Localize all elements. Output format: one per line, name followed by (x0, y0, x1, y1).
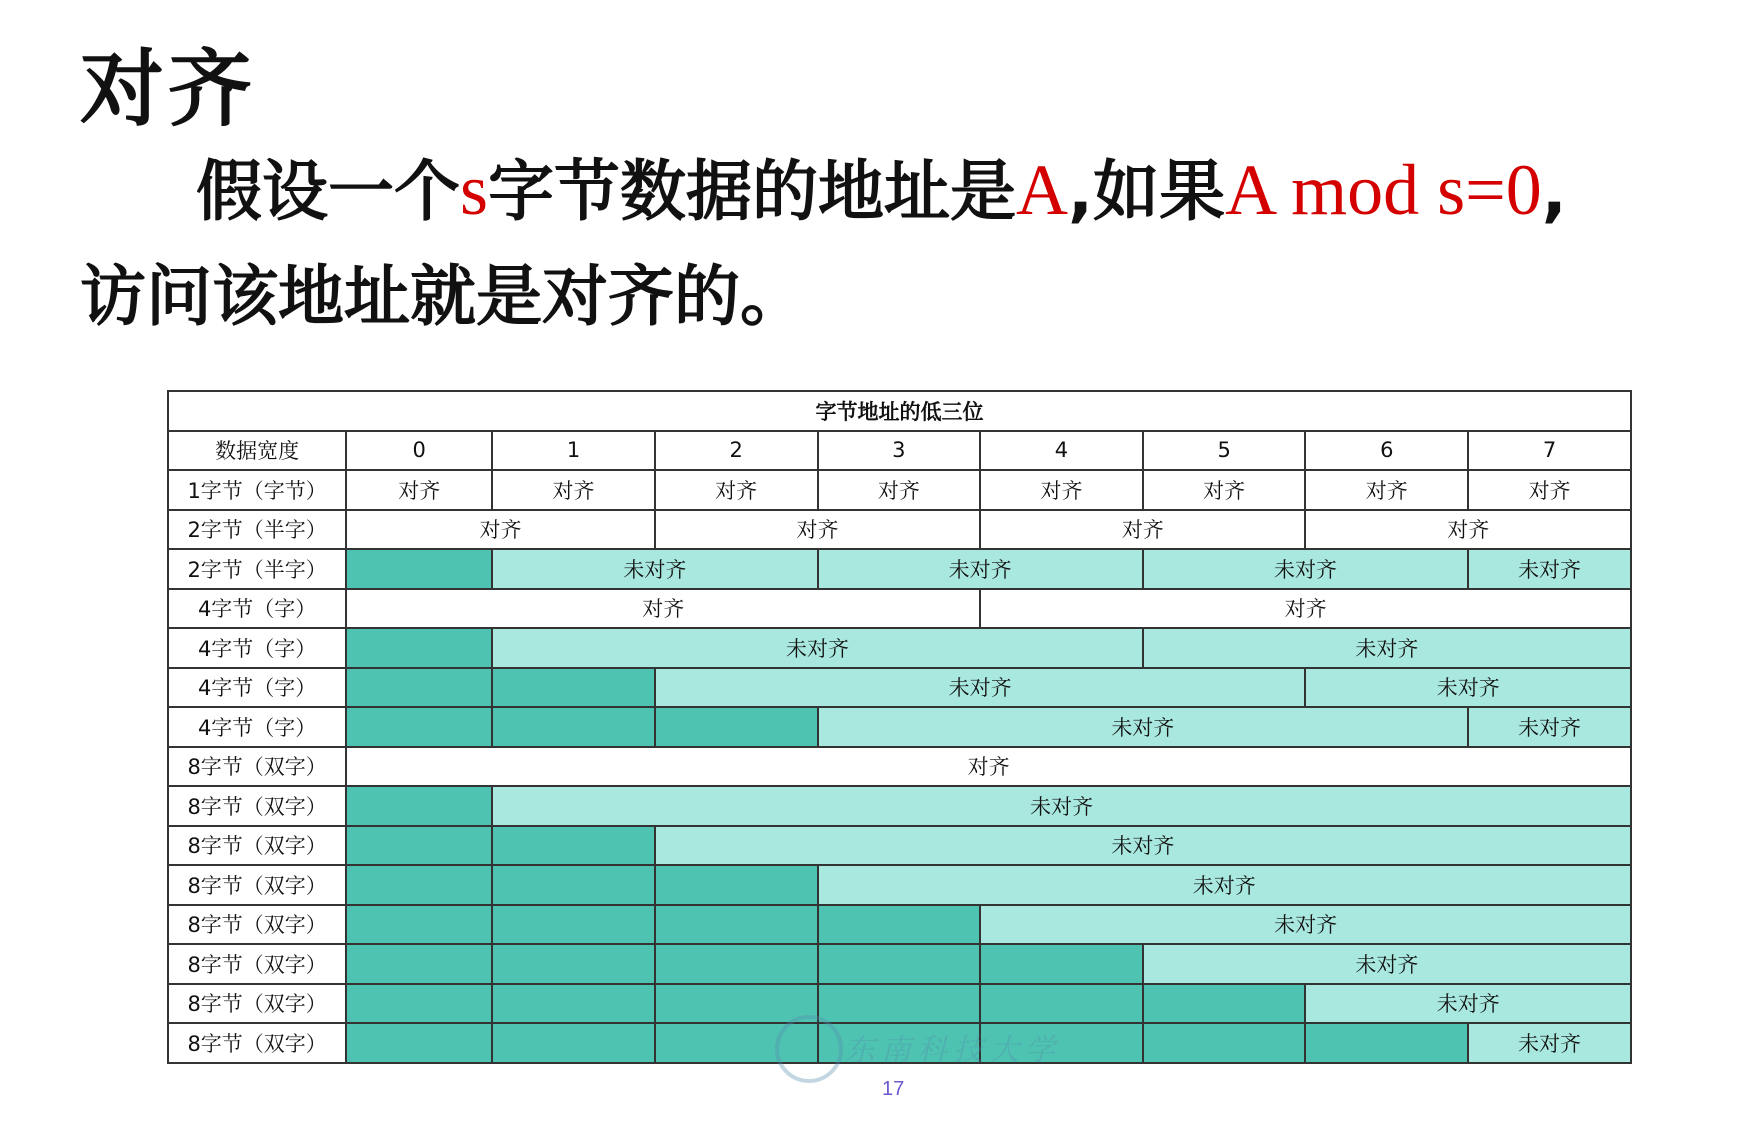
blocked-cell (655, 707, 818, 747)
table-row (168, 470, 1631, 510)
definition-line-2: 访问该地址就是对齐的。 (80, 258, 806, 335)
aligned-cell: 对齐 (655, 470, 818, 510)
def-text-3: ,如果 (1068, 153, 1226, 230)
blocked-cell (655, 865, 818, 905)
blocked-cell (346, 905, 492, 945)
column-header: 4 (980, 431, 1143, 471)
column-header: 6 (1305, 431, 1468, 471)
unaligned-cell: 未对齐 (1305, 668, 1631, 708)
table-row (168, 984, 1631, 1024)
table-row (168, 865, 1631, 905)
aligned-cell: 对齐 (1468, 470, 1631, 510)
table-row (168, 668, 1631, 708)
aligned-cell: 对齐 (346, 747, 1631, 787)
blocked-cell (346, 707, 492, 747)
aligned-cell: 对齐 (346, 589, 980, 629)
row-label: 8字节（双字） (168, 984, 346, 1024)
column-header: 7 (1468, 431, 1631, 471)
blocked-cell (1143, 984, 1306, 1024)
blocked-cell (655, 905, 818, 945)
blocked-cell (492, 865, 655, 905)
blocked-cell (346, 944, 492, 984)
blocked-cell (655, 984, 818, 1024)
corner-header: 数据宽度 (168, 431, 346, 471)
blocked-cell (346, 628, 492, 668)
unaligned-cell: 未对齐 (1143, 628, 1631, 668)
blocked-cell (492, 1023, 655, 1063)
table-row (168, 707, 1631, 747)
unaligned-cell: 未对齐 (492, 549, 817, 589)
unaligned-cell: 未对齐 (1305, 984, 1631, 1024)
row-label: 4字节（字） (168, 589, 346, 629)
university-logo-watermark (775, 1015, 843, 1083)
blocked-cell (346, 1023, 492, 1063)
aligned-cell: 对齐 (492, 470, 655, 510)
blocked-cell (818, 944, 981, 984)
column-header: 0 (346, 431, 492, 471)
blocked-cell (492, 668, 655, 708)
definition-line-1 (196, 138, 1567, 233)
table-row (168, 589, 1631, 629)
table-row (168, 549, 1631, 589)
row-label: 8字节（双字） (168, 786, 346, 826)
unaligned-cell: 未对齐 (980, 905, 1631, 945)
row-label: 8字节（双字） (168, 905, 346, 945)
unaligned-cell: 未对齐 (1143, 549, 1468, 589)
def-highlight-formula: A mod s=0 (1225, 150, 1542, 230)
column-header: 3 (818, 431, 981, 471)
row-label: 2字节（半字） (168, 510, 346, 550)
blocked-cell (346, 549, 492, 589)
blocked-cell (1305, 1023, 1468, 1063)
column-header-row (168, 431, 1631, 471)
blocked-cell (492, 826, 655, 866)
table-row (168, 905, 1631, 945)
row-label: 4字节（字） (168, 707, 346, 747)
blocked-cell (492, 944, 655, 984)
blocked-cell (346, 865, 492, 905)
watermark-text: 东南科技大学 (845, 1033, 1061, 1068)
column-header: 2 (655, 431, 818, 471)
table-row (168, 510, 1631, 550)
row-label: 2字节（半字） (168, 549, 346, 589)
table-row (168, 944, 1631, 984)
blocked-cell (1143, 1023, 1306, 1063)
row-label: 8字节（双字） (168, 1023, 346, 1063)
table-row (168, 826, 1631, 866)
aligned-cell: 对齐 (1305, 470, 1468, 510)
blocked-cell (346, 668, 492, 708)
def-text-2: 字节数据的地址是 (488, 153, 1017, 230)
unaligned-cell: 未对齐 (1468, 1023, 1631, 1063)
aligned-cell: 对齐 (980, 470, 1143, 510)
blocked-cell (980, 984, 1143, 1024)
blocked-cell (818, 905, 981, 945)
unaligned-cell: 未对齐 (655, 668, 1306, 708)
row-label: 4字节（字） (168, 628, 346, 668)
aligned-cell: 对齐 (1305, 510, 1631, 550)
aligned-cell: 对齐 (1143, 470, 1306, 510)
unaligned-cell: 未对齐 (1143, 944, 1631, 984)
unaligned-cell: 未对齐 (818, 549, 1143, 589)
page-number: 17 (882, 1078, 905, 1100)
unaligned-cell: 未对齐 (818, 707, 1469, 747)
unaligned-cell: 未对齐 (492, 628, 1143, 668)
unaligned-cell: 未对齐 (1468, 707, 1631, 747)
aligned-cell: 对齐 (980, 589, 1631, 629)
aligned-cell: 对齐 (980, 510, 1305, 550)
column-header: 1 (492, 431, 655, 471)
row-label: 8字节（双字） (168, 747, 346, 787)
row-label: 4字节（字） (168, 668, 346, 708)
blocked-cell (346, 826, 492, 866)
def-text-4: , (1541, 153, 1567, 230)
blocked-cell (980, 944, 1143, 984)
blocked-cell (492, 905, 655, 945)
def-highlight-s: s (460, 150, 489, 230)
aligned-cell: 对齐 (346, 510, 655, 550)
row-label: 8字节（双字） (168, 944, 346, 984)
unaligned-cell: 未对齐 (655, 826, 1631, 866)
row-label: 1字节（字节） (168, 470, 346, 510)
blocked-cell (492, 707, 655, 747)
blocked-cell (818, 984, 981, 1024)
aligned-cell: 对齐 (818, 470, 981, 510)
aligned-cell: 对齐 (346, 470, 492, 510)
table-row (168, 628, 1631, 668)
unaligned-cell: 未对齐 (492, 786, 1631, 826)
blocked-cell (346, 786, 492, 826)
unaligned-cell: 未对齐 (1468, 549, 1631, 589)
def-highlight-a: A (1016, 150, 1069, 230)
unaligned-cell: 未对齐 (818, 865, 1632, 905)
row-label: 8字节（双字） (168, 865, 346, 905)
table-title: 字节地址的低三位 (168, 391, 1631, 431)
slide-title: 对齐 (80, 40, 257, 138)
column-header: 5 (1143, 431, 1306, 471)
blocked-cell (492, 984, 655, 1024)
blocked-cell (346, 984, 492, 1024)
row-label: 8字节（双字） (168, 826, 346, 866)
table-title-row (168, 391, 1631, 431)
blocked-cell (655, 944, 818, 984)
table-row (168, 747, 1631, 787)
table-row (168, 786, 1631, 826)
alignment-table (167, 390, 1632, 1064)
aligned-cell: 对齐 (655, 510, 980, 550)
def-text-1: 假设一个 (196, 153, 460, 230)
